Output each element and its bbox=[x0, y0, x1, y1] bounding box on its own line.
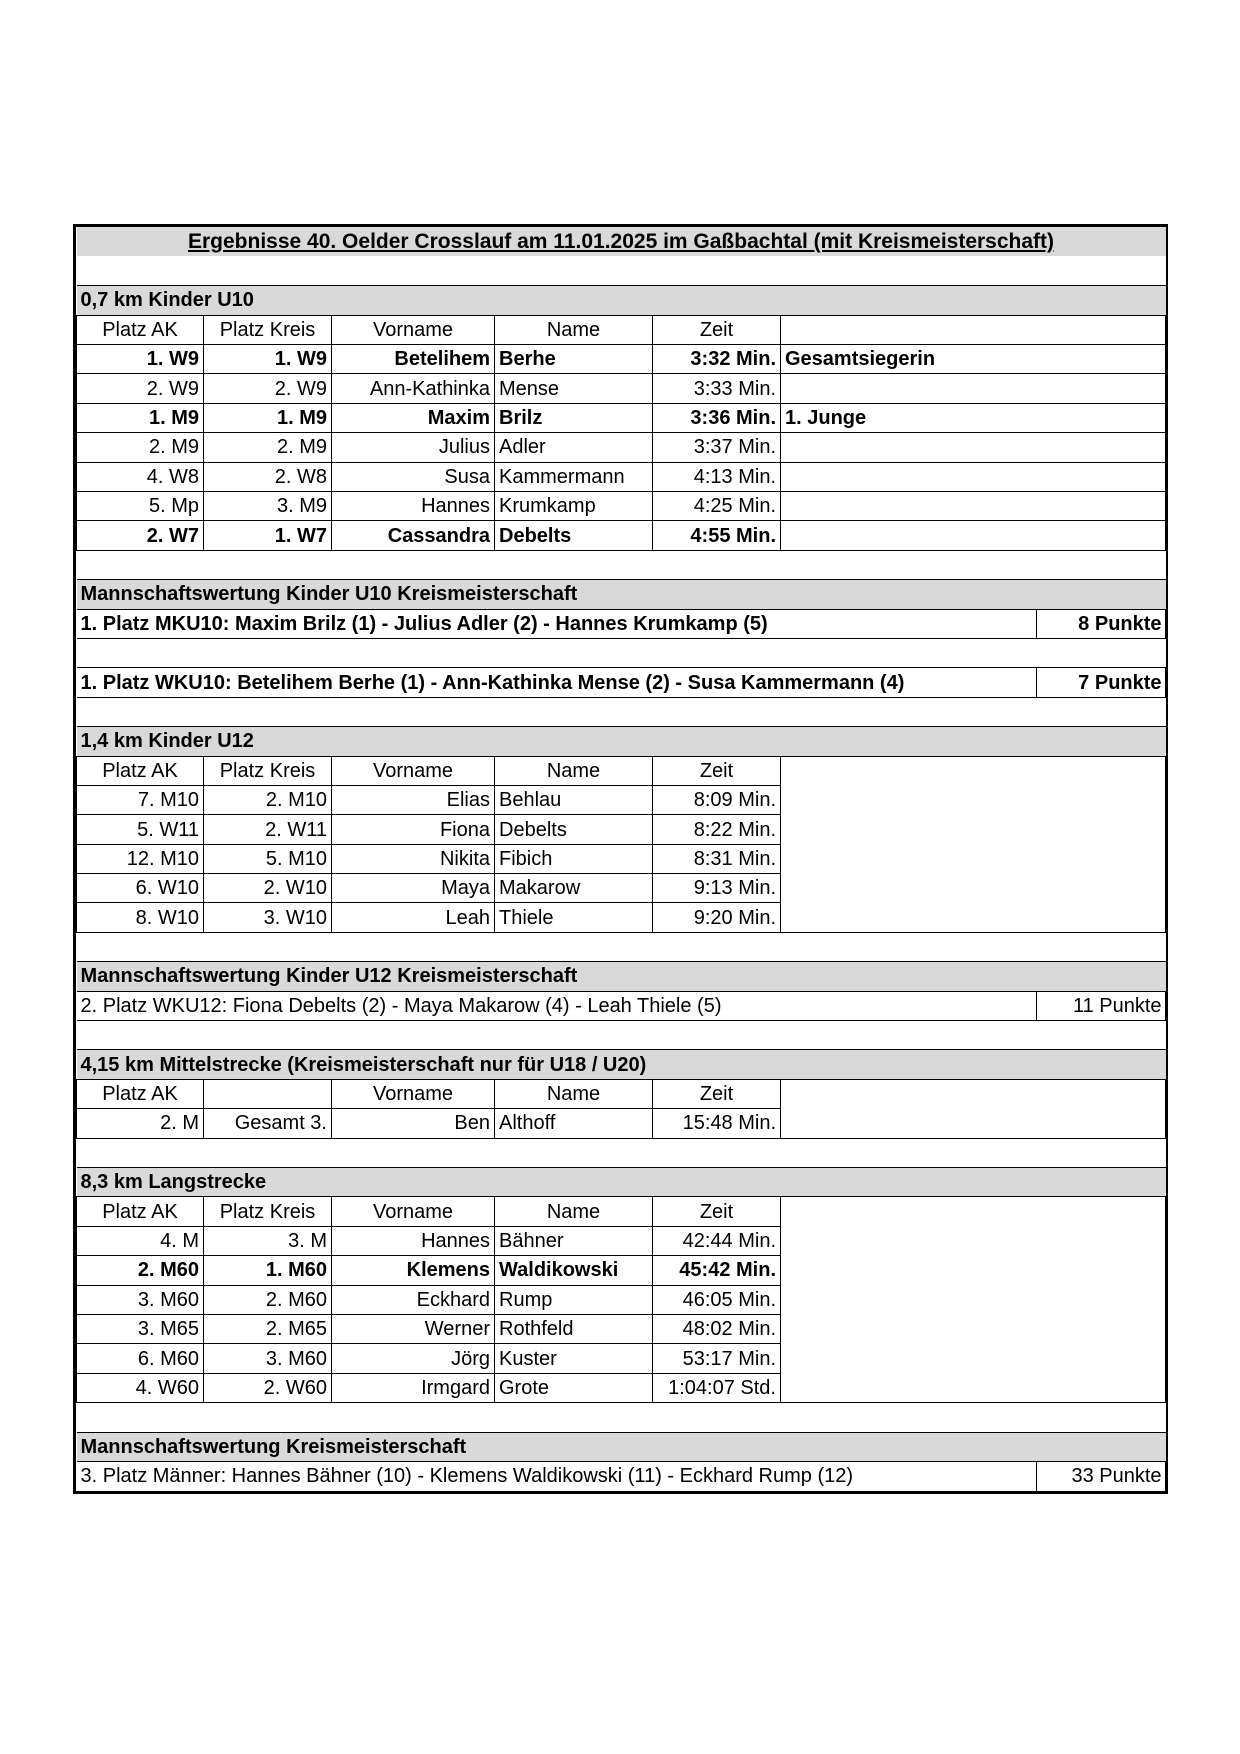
header-zeit: Zeit bbox=[653, 1079, 781, 1108]
cell-zeit: 15:48 Min. bbox=[653, 1109, 781, 1138]
header-vorname: Vorname bbox=[332, 1079, 495, 1108]
team-title-u10: Mannschaftswertung Kinder U10 Kreismeisterschaft bbox=[77, 580, 1166, 609]
cell-vorname: Maxim bbox=[332, 403, 495, 432]
table-header-langstrecke bbox=[77, 1197, 1166, 1226]
table-row bbox=[77, 1314, 1166, 1343]
header-platz-kreis: Platz Kreis bbox=[204, 1197, 332, 1226]
cell-platz-kreis: 3. M9 bbox=[204, 492, 332, 521]
cell-platz-kreis: 2. W8 bbox=[204, 462, 332, 491]
section-title-u12: 1,4 km Kinder U12 bbox=[77, 727, 1166, 756]
cell-platz-ak: 5. W11 bbox=[77, 815, 204, 844]
cell-platz-kreis: 2. M10 bbox=[204, 785, 332, 814]
section-title-langstrecke: 8,3 km Langstrecke bbox=[77, 1168, 1166, 1197]
cell-vorname: Eckhard bbox=[332, 1285, 495, 1314]
cell-zeit: 1:04:07 Std. bbox=[653, 1373, 781, 1402]
cell-vorname: Julius bbox=[332, 433, 495, 462]
cell-note bbox=[781, 433, 1166, 462]
cell-vorname: Ann-Kathinka bbox=[332, 374, 495, 403]
cell-vorname: Irmgard bbox=[332, 1373, 495, 1402]
cell-vorname: Betelihem bbox=[332, 345, 495, 374]
cell-vorname: Jörg bbox=[332, 1344, 495, 1373]
team-points: 8 Punkte bbox=[1037, 609, 1166, 638]
cell-platz-kreis: 3. M bbox=[204, 1226, 332, 1255]
cell-name: Fibich bbox=[495, 844, 653, 873]
cell-platz-kreis: 5. M10 bbox=[204, 844, 332, 873]
header-vorname: Vorname bbox=[332, 315, 495, 344]
table-header-mittelstrecke bbox=[77, 1079, 1166, 1108]
header-platz-ak: Platz AK bbox=[77, 756, 204, 785]
cell-platz-kreis: 2. W9 bbox=[204, 374, 332, 403]
header-platz-kreis: Platz Kreis bbox=[204, 756, 332, 785]
table-row bbox=[77, 462, 1166, 491]
cell-name: Mense bbox=[495, 374, 653, 403]
table-row bbox=[77, 492, 1166, 521]
header-name: Name bbox=[495, 1079, 653, 1108]
cell-zeit: 4:55 Min. bbox=[653, 521, 781, 550]
table-row bbox=[77, 785, 1166, 814]
cell-name: Behlau bbox=[495, 785, 653, 814]
cell-vorname: Susa bbox=[332, 462, 495, 491]
team-row-wku10 bbox=[77, 668, 1166, 697]
cell-vorname: Nikita bbox=[332, 844, 495, 873]
cell-platz-kreis: 2. W10 bbox=[204, 874, 332, 903]
results-table bbox=[76, 227, 1166, 1491]
cell-note bbox=[781, 492, 1166, 521]
table-row bbox=[77, 374, 1166, 403]
cell-platz-kreis: Gesamt 3. bbox=[204, 1109, 332, 1138]
cell-zeit: 3:37 Min. bbox=[653, 433, 781, 462]
header-zeit: Zeit bbox=[653, 756, 781, 785]
cell-platz-ak: 7. M10 bbox=[77, 785, 204, 814]
table-row bbox=[77, 1109, 1166, 1138]
cell-name: Rothfeld bbox=[495, 1314, 653, 1343]
table-row bbox=[77, 844, 1166, 873]
team-points: 11 Punkte bbox=[1037, 991, 1166, 1020]
cell-platz-kreis: 1. W9 bbox=[204, 345, 332, 374]
cell-name: Debelts bbox=[495, 815, 653, 844]
cell-platz-ak: 6. W10 bbox=[77, 874, 204, 903]
cell-platz-ak: 5. Mp bbox=[77, 492, 204, 521]
cell-vorname: Klemens bbox=[332, 1256, 495, 1285]
cell-zeit: 4:25 Min. bbox=[653, 492, 781, 521]
header-name: Name bbox=[495, 1197, 653, 1226]
cell-platz-kreis: 2. W60 bbox=[204, 1373, 332, 1402]
cell-zeit: 8:09 Min. bbox=[653, 785, 781, 814]
header-platz-ak: Platz AK bbox=[77, 1197, 204, 1226]
team-points: 7 Punkte bbox=[1037, 668, 1166, 697]
cell-platz-ak: 4. W8 bbox=[77, 462, 204, 491]
team-title-men: Mannschaftswertung Kreismeisterschaft bbox=[77, 1432, 1166, 1461]
cell-note bbox=[781, 462, 1166, 491]
header-zeit: Zeit bbox=[653, 1197, 781, 1226]
page-title: Ergebnisse 40. Oelder Crosslauf am 11.01.2025 im Gaßbachtal (mit Kreismeisterschaft) bbox=[77, 227, 1166, 256]
cell-vorname: Elias bbox=[332, 785, 495, 814]
cell-name: Thiele bbox=[495, 903, 653, 932]
cell-vorname: Hannes bbox=[332, 492, 495, 521]
cell-name: Waldikowski bbox=[495, 1256, 653, 1285]
cell-platz-kreis: 3. W10 bbox=[204, 903, 332, 932]
header-name: Name bbox=[495, 756, 653, 785]
cell-note bbox=[781, 521, 1166, 550]
team-text: 1. Platz WKU10: Betelihem Berhe (1) - Ann-Kathinka Mense (2) - Susa Kammermann (4) bbox=[77, 668, 1037, 697]
team-row-mku10 bbox=[77, 609, 1166, 638]
cell-note bbox=[781, 374, 1166, 403]
cell-platz-ak: 2. M9 bbox=[77, 433, 204, 462]
cell-vorname: Hannes bbox=[332, 1226, 495, 1255]
table-row bbox=[77, 1373, 1166, 1402]
table-row bbox=[77, 1226, 1166, 1255]
cell-name: Rump bbox=[495, 1285, 653, 1314]
team-text: 2. Platz WKU12: Fiona Debelts (2) - Maya Makarow (4) - Leah Thiele (5) bbox=[77, 991, 1037, 1020]
table-row bbox=[77, 1285, 1166, 1314]
team-text: 1. Platz MKU10: Maxim Brilz (1) - Julius Adler (2) - Hannes Krumkamp (5) bbox=[77, 609, 1037, 638]
cell-platz-kreis: 2. M60 bbox=[204, 1285, 332, 1314]
cell-vorname: Werner bbox=[332, 1314, 495, 1343]
table-row bbox=[77, 403, 1166, 432]
table-row bbox=[77, 433, 1166, 462]
cell-zeit: 46:05 Min. bbox=[653, 1285, 781, 1314]
cell-name: Kuster bbox=[495, 1344, 653, 1373]
cell-platz-kreis: 2. W11 bbox=[204, 815, 332, 844]
cell-platz-ak: 4. M bbox=[77, 1226, 204, 1255]
cell-platz-ak: 8. W10 bbox=[77, 903, 204, 932]
team-row-wku12 bbox=[77, 991, 1166, 1020]
cell-name: Adler bbox=[495, 433, 653, 462]
team-points: 33 Punkte bbox=[1037, 1461, 1166, 1490]
cell-name: Makarow bbox=[495, 874, 653, 903]
header-vorname: Vorname bbox=[332, 1197, 495, 1226]
header-empty bbox=[204, 1079, 332, 1108]
cell-platz-ak: 4. W60 bbox=[77, 1373, 204, 1402]
table-row bbox=[77, 345, 1166, 374]
cell-platz-kreis: 1. W7 bbox=[204, 521, 332, 550]
cell-zeit: 48:02 Min. bbox=[653, 1314, 781, 1343]
header-platz-ak: Platz AK bbox=[77, 315, 204, 344]
table-row bbox=[77, 1256, 1166, 1285]
cell-zeit: 53:17 Min. bbox=[653, 1344, 781, 1373]
cell-zeit: 9:20 Min. bbox=[653, 903, 781, 932]
cell-name: Bähner bbox=[495, 1226, 653, 1255]
header-zeit: Zeit bbox=[653, 315, 781, 344]
cell-vorname: Cassandra bbox=[332, 521, 495, 550]
header-vorname: Vorname bbox=[332, 756, 495, 785]
header-platz-kreis: Platz Kreis bbox=[204, 315, 332, 344]
cell-platz-kreis: 3. M60 bbox=[204, 1344, 332, 1373]
cell-zeit: 4:13 Min. bbox=[653, 462, 781, 491]
table-row bbox=[77, 903, 1166, 932]
cell-name: Grote bbox=[495, 1373, 653, 1402]
table-row bbox=[77, 815, 1166, 844]
cell-name: Kammermann bbox=[495, 462, 653, 491]
header-platz-ak: Platz AK bbox=[77, 1079, 204, 1108]
cell-vorname: Fiona bbox=[332, 815, 495, 844]
team-title-u12: Mannschaftswertung Kinder U12 Kreismeisterschaft bbox=[77, 962, 1166, 991]
table-header-u12 bbox=[77, 756, 1166, 785]
cell-platz-kreis: 1. M60 bbox=[204, 1256, 332, 1285]
cell-platz-ak: 2. W9 bbox=[77, 374, 204, 403]
cell-zeit: 42:44 Min. bbox=[653, 1226, 781, 1255]
cell-name: Debelts bbox=[495, 521, 653, 550]
table-row bbox=[77, 874, 1166, 903]
cell-platz-kreis: 2. M9 bbox=[204, 433, 332, 462]
cell-platz-kreis: 2. M65 bbox=[204, 1314, 332, 1343]
cell-note: 1. Junge bbox=[781, 403, 1166, 432]
cell-zeit: 45:42 Min. bbox=[653, 1256, 781, 1285]
cell-platz-ak: 1. W9 bbox=[77, 345, 204, 374]
cell-zeit: 3:32 Min. bbox=[653, 345, 781, 374]
cell-name: Berhe bbox=[495, 345, 653, 374]
cell-vorname: Ben bbox=[332, 1109, 495, 1138]
header-note bbox=[781, 315, 1166, 344]
cell-platz-ak: 2. W7 bbox=[77, 521, 204, 550]
team-text: 3. Platz Männer: Hannes Bähner (10) - Klemens Waldikowski (11) - Eckhard Rump (12) bbox=[77, 1461, 1037, 1490]
header-name: Name bbox=[495, 315, 653, 344]
cell-name: Althoff bbox=[495, 1109, 653, 1138]
cell-platz-ak: 2. M60 bbox=[77, 1256, 204, 1285]
cell-zeit: 8:22 Min. bbox=[653, 815, 781, 844]
cell-platz-ak: 3. M65 bbox=[77, 1314, 204, 1343]
cell-name: Krumkamp bbox=[495, 492, 653, 521]
results-sheet bbox=[73, 224, 1168, 1494]
cell-vorname: Maya bbox=[332, 874, 495, 903]
cell-zeit: 9:13 Min. bbox=[653, 874, 781, 903]
cell-zeit: 3:36 Min. bbox=[653, 403, 781, 432]
table-row bbox=[77, 1344, 1166, 1373]
team-row-men bbox=[77, 1461, 1166, 1490]
cell-platz-ak: 12. M10 bbox=[77, 844, 204, 873]
section-title-u10: 0,7 km Kinder U10 bbox=[77, 286, 1166, 315]
cell-name: Brilz bbox=[495, 403, 653, 432]
section-title-mittelstrecke: 4,15 km Mittelstrecke (Kreismeisterschaft nur für U18 / U20) bbox=[77, 1050, 1166, 1079]
cell-platz-ak: 3. M60 bbox=[77, 1285, 204, 1314]
table-header-u10 bbox=[77, 315, 1166, 344]
table-row bbox=[77, 521, 1166, 550]
cell-zeit: 3:33 Min. bbox=[653, 374, 781, 403]
cell-platz-ak: 2. M bbox=[77, 1109, 204, 1138]
cell-platz-ak: 6. M60 bbox=[77, 1344, 204, 1373]
cell-note: Gesamtsiegerin bbox=[781, 345, 1166, 374]
cell-zeit: 8:31 Min. bbox=[653, 844, 781, 873]
cell-vorname: Leah bbox=[332, 903, 495, 932]
cell-platz-ak: 1. M9 bbox=[77, 403, 204, 432]
cell-platz-kreis: 1. M9 bbox=[204, 403, 332, 432]
